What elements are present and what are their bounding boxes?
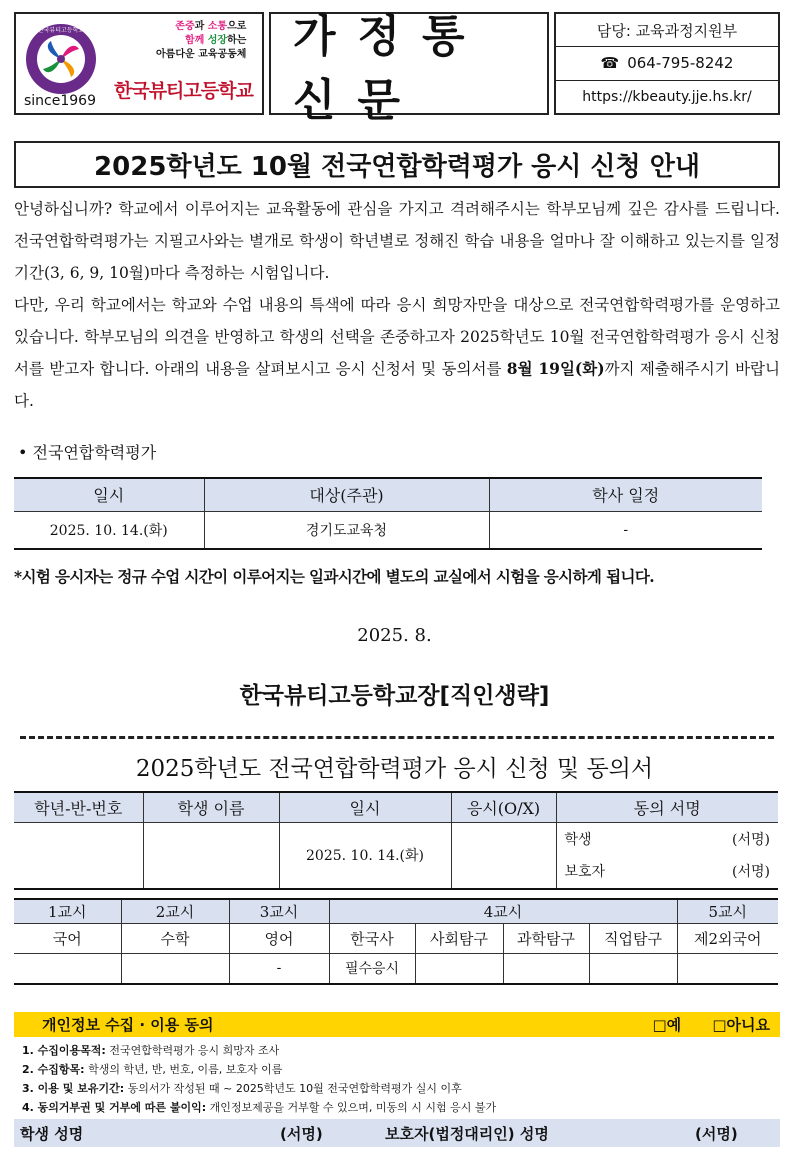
period-5: 5교시 — [677, 899, 778, 924]
main-title: 2025학년도 10월 전국연합학력평가 응시 신청 안내 — [14, 141, 780, 188]
exam-academic-schedule: - — [489, 511, 762, 549]
exam-schedule-table — [14, 477, 762, 550]
choice-math[interactable] — [121, 954, 229, 984]
exam-header-date: 일시 — [14, 478, 204, 511]
consent-header — [14, 1012, 780, 1037]
consent-items — [14, 1037, 780, 1117]
school-name: 한국뷰티고등학교 — [114, 80, 253, 102]
period-2: 2교시 — [121, 899, 229, 924]
emblem-ring-text: 한국뷰티고등학교 — [37, 27, 85, 34]
since-label: since1969 — [24, 93, 96, 109]
period-3: 3교시 — [229, 899, 329, 924]
exam-date: 2025. 10. 14.(화) — [14, 511, 204, 549]
period-4: 4교시 — [329, 899, 677, 924]
choice-korean-history: 필수응시 — [329, 954, 415, 984]
contact-phone: ☎ 064-795-8242 — [556, 47, 778, 80]
cut-line — [20, 736, 774, 739]
notice-paragraph: 다만, 우리 학교에서는 학교와 수업 내용의 특색에 따라 응시 희망자만을 대상으로 전국연합학력평가를 운영하고 있습니다. 학부모님의 의견을 반영하고 학생의 선택을 존중하고자 2025학년도 10월 전국연합학력평가 응시 신청서를 받고자 합니다. 아래의 내용을 살펴보시고 응시 신청서 및 동의서를 8월 19일(화)까지 제출해주시기 바랍니다. — [14, 296, 780, 410]
subject-science-inquiry: 과학탐구 — [503, 924, 589, 954]
consent-item: 1. 수집이용목적: 전국연합학력평가 응시 희망자 조사 — [22, 1044, 280, 1057]
form-exam-date: 2025. 10. 14.(화) — [279, 822, 451, 889]
class-number-field[interactable] — [14, 822, 143, 889]
subject-english: 영어 — [229, 924, 329, 954]
choice-english: - — [229, 954, 329, 984]
phone-icon: ☎ — [600, 54, 620, 73]
subject-second-language: 제2외국어 — [677, 924, 778, 954]
newsletter-header — [14, 10, 780, 126]
form-header-date: 일시 — [279, 792, 451, 822]
school-logo-box — [14, 12, 264, 115]
contact-dept: 담당: 교육과정지원부 — [556, 14, 778, 47]
newsletter-title: 가정통신문 — [293, 10, 487, 126]
parent-sign-mark[interactable]: (서명) — [695, 1124, 738, 1143]
consent-yes-checkbox[interactable]: □예 — [652, 1016, 682, 1034]
student-sign-mark[interactable]: (서명) — [280, 1124, 323, 1143]
exam-header-schedule: 학사 일정 — [489, 478, 762, 511]
apply-ox-field[interactable] — [451, 822, 556, 889]
subject-korean: 국어 — [14, 924, 121, 954]
form-header-class: 학년-반-번호 — [14, 792, 143, 822]
school-slogan: 존중과 소통으로 함께 성장하는 아름다운 교육공동체 — [156, 21, 247, 60]
exam-note: *시험 응시자는 정규 수업 시간이 이루어지는 일과시간에 별도의 교실에서 시험을 응시하게 됩니다. — [14, 567, 654, 586]
application-form-table — [14, 791, 778, 890]
consent-item: 3. 이용 및 보유기간: 동의서가 작성된 때 ~ 2025학년도 10월 전국연합학력평가 실시 이후 — [22, 1082, 462, 1095]
consent-no-checkbox[interactable]: □아니요 — [712, 1016, 770, 1034]
intro-paragraph: 안녕하십니까? 학교에서 이루어지는 교육활동에 관심을 가지고 격려해주시는 학부모님께 깊은 감사를 드립니다. 전국연합학력평가는 지필고사와는 별개로 학생이 학년별로 정해진 학습 내용을 얼마나 잘 이해하고 있는지를 일정 기간(3, 6, 9, 10월)마다 측정하는 시험입니다. — [14, 200, 780, 282]
exam-section-label: • 전국연합학력평가 — [18, 443, 157, 462]
school-emblem-icon — [24, 22, 98, 96]
form-title: 2025학년도 전국연합학력평가 응시 신청 및 동의서 — [135, 756, 654, 782]
consent-item: 4. 동의거부권 및 거부에 따른 불이익: 개인정보제공을 거부할 수 있으며, 미동의 시 시험 응시 불가 — [22, 1101, 497, 1114]
student-sign-field[interactable]: 학생 (서명) — [564, 832, 770, 849]
consent-item: 2. 수집항목: 학생의 학년, 반, 번호, 이름, 보호자 이름 — [22, 1063, 283, 1076]
parent-sign-label: 보호자(법정대리인) 성명 — [385, 1124, 549, 1143]
period-1: 1교시 — [14, 899, 121, 924]
exam-header-target: 대상(주관) — [204, 478, 489, 511]
principal-signature: 한국뷰티고등학교장[직인생략] — [239, 683, 550, 709]
exam-organizer: 경기도교육청 — [204, 511, 489, 549]
privacy-consent-section — [14, 1012, 780, 1147]
issue-date: 2025. 8. — [357, 625, 432, 646]
choice-social-inquiry[interactable] — [415, 954, 503, 984]
form-header-name: 학생 이름 — [143, 792, 279, 822]
subject-social-inquiry: 사회탐구 — [415, 924, 503, 954]
consent-title: 개인정보 수집 · 이용 동의 — [42, 1016, 214, 1034]
student-name-field[interactable] — [143, 822, 279, 889]
deadline-date: 8월 19일(화) — [506, 359, 605, 378]
student-sign-label: 학생 성명 — [20, 1124, 84, 1143]
form-header-apply: 응시(O/X) — [451, 792, 556, 822]
form-header-consent: 동의 서명 — [556, 792, 778, 822]
subject-korean-history: 한국사 — [329, 924, 415, 954]
choice-second-language[interactable] — [677, 954, 778, 984]
parent-sign-field[interactable]: 보호자 (서명) — [564, 864, 770, 881]
consent-sign-cell — [556, 822, 778, 889]
newsletter-title-box — [269, 10, 549, 126]
choice-vocational-inquiry[interactable] — [589, 954, 677, 984]
choice-korean[interactable] — [14, 954, 121, 984]
choice-science-inquiry[interactable] — [503, 954, 589, 984]
consent-signature-row — [14, 1119, 780, 1147]
subject-math: 수학 — [121, 924, 229, 954]
contact-box — [554, 12, 780, 115]
subject-vocational-inquiry: 직업탐구 — [589, 924, 677, 954]
contact-url[interactable]: https://kbeauty.jje.hs.kr/ — [582, 88, 752, 105]
period-subject-table — [14, 898, 778, 985]
